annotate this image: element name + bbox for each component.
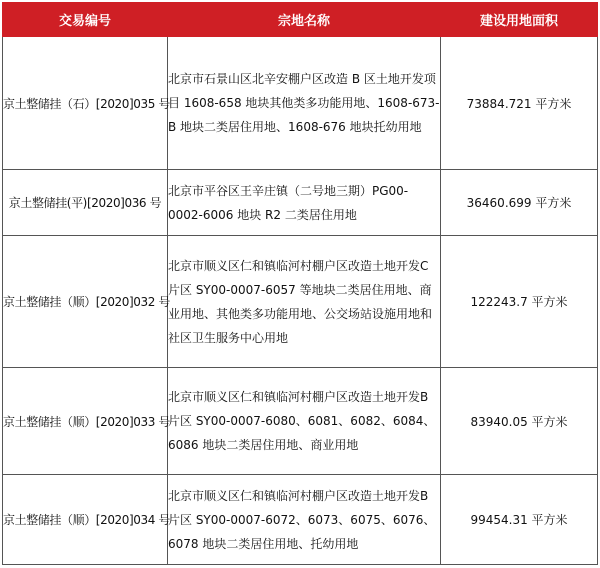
header-parcel-name: 宗地名称 xyxy=(168,3,441,37)
land-area-cell: 99454.31 平方米 xyxy=(441,475,598,565)
parcel-name-cell: 北京市石景山区北辛安棚户区改造 B 区土地开发项目 1608-658 地块其他类多功能用地、1608-673-B 地块二类居住用地、1608-676 地块托幼用地 xyxy=(168,37,441,170)
transaction-number-cell: 京土整储挂（石）[2020]035 号 xyxy=(3,37,168,170)
transaction-number-cell: 京土整储挂（顺）[2020]033 号 xyxy=(3,368,168,475)
transaction-number-cell: 京土整储挂（顺）[2020]032 号 xyxy=(3,236,168,368)
header-construction-land-area: 建设用地面积 xyxy=(441,3,598,37)
table-row xyxy=(3,368,598,475)
transaction-number-cell: 京土整储挂（顺）[2020]034 号 xyxy=(3,475,168,565)
land-area-cell: 83940.05 平方米 xyxy=(441,368,598,475)
header-transaction-number: 交易编号 xyxy=(3,3,168,37)
table-row xyxy=(3,236,598,368)
land-parcel-table xyxy=(2,2,598,565)
parcel-name-cell: 北京市顺义区仁和镇临河村棚户区改造土地开发C 片区 SY00-0007-6057 等地块二类居住用地、商业用地、其他类多功能用地、公交场站设施用地和社区卫生服务中心用地 xyxy=(168,236,441,368)
land-area-cell: 36460.699 平方米 xyxy=(441,170,598,236)
transaction-number-cell: 京土整储挂(平)[2020]036 号 xyxy=(3,170,168,236)
table-row xyxy=(3,37,598,170)
parcel-name-cell: 北京市顺义区仁和镇临河村棚户区改造土地开发B 片区 SY00-0007-6080、6081、6082、6084、6086 地块二类居住用地、商业用地 xyxy=(168,368,441,475)
land-area-cell: 122243.7 平方米 xyxy=(441,236,598,368)
table-row xyxy=(3,170,598,236)
parcel-name-cell: 北京市顺义区仁和镇临河村棚户区改造土地开发B 片区 SY00-0007-6072、6073、6075、6076、6078 地块二类居住用地、托幼用地 xyxy=(168,475,441,565)
parcel-name-cell: 北京市平谷区王辛庄镇（二号地三期）PG00-0002-6006 地块 R2 二类居住用地 xyxy=(168,170,441,236)
land-area-cell: 73884.721 平方米 xyxy=(441,37,598,170)
table-row xyxy=(3,475,598,565)
table-header-row xyxy=(3,3,598,37)
